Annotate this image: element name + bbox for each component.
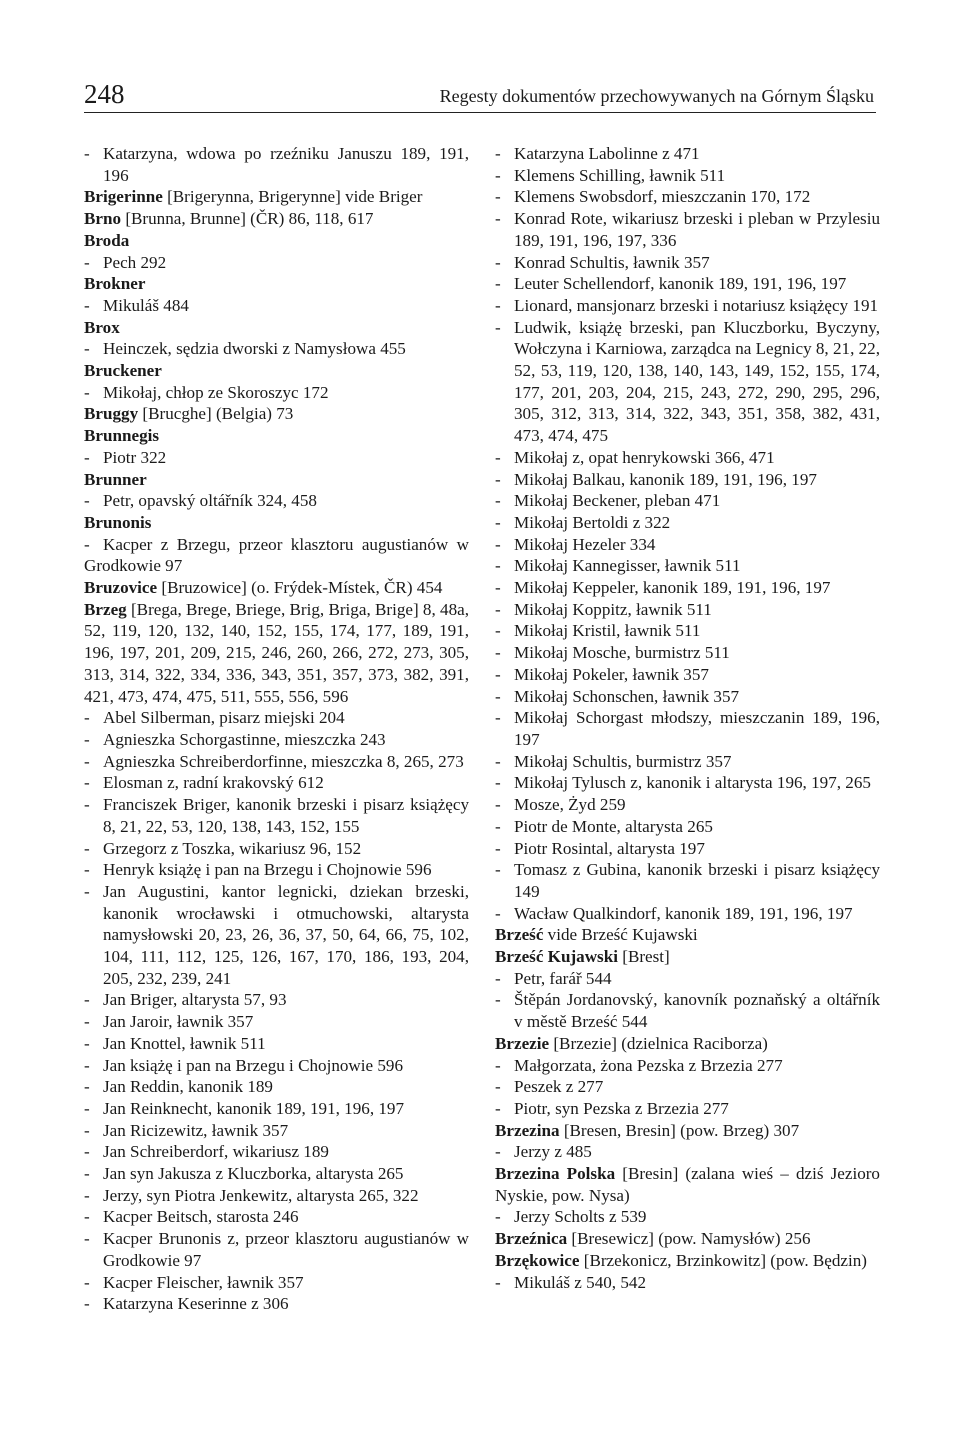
index-entry	[84, 469, 469, 491]
page-header	[84, 76, 876, 112]
subentry-text: Mikołaj Balkau, kanonik 189, 191, 196, 197	[514, 469, 817, 489]
subentry-dash: -	[495, 469, 501, 489]
subentry-text: Ludwik, książę brzeski, pan Kluczborku, Byczyny, Wołczyna i Karniowa, zarządca na Legnicy 8, 21, 22, 52, 53, 119, 120, 138, 140, 143, 149, 152, 155, 174, 177, 201, 203, 204, 215, 243, 272, 290, 295, 296, 305, 312, 313, 314, 322, 343, 351, 358, 382, 431, 473, 474, 475	[514, 317, 880, 446]
subentry-text: Abel Silberman, pisarz miejski 204	[103, 708, 345, 728]
index-subentry	[84, 1033, 469, 1055]
subentry-dash: -	[84, 881, 90, 901]
entry-text: vide Brześć Kujawski	[543, 925, 698, 945]
subentry-text: Kacper Beitsch, starosta 246	[103, 1207, 299, 1227]
subentry-dash: -	[495, 447, 501, 467]
subentry-dash: -	[495, 795, 501, 815]
subentry-dash: -	[495, 968, 501, 988]
index-subentry	[84, 143, 469, 186]
index-column-left	[84, 143, 469, 1315]
index-subentry	[495, 989, 880, 1032]
index-subentry	[84, 1098, 469, 1120]
index-subentry	[84, 859, 469, 881]
subentry-text: Mikołaj Keppeler, kanonik 189, 191, 196, 197	[514, 578, 831, 598]
subentry-dash: -	[495, 1272, 501, 1292]
subentry-text: Jan Briger, altarysta 57, 93	[103, 990, 287, 1010]
subentry-dash: -	[84, 990, 90, 1010]
index-subentry	[495, 186, 880, 208]
subentry-dash: -	[495, 534, 501, 554]
index-subentry	[84, 751, 469, 773]
subentry-dash: -	[84, 144, 90, 163]
subentry-dash: -	[84, 1077, 90, 1097]
index-subentry	[495, 838, 880, 860]
subentry-text: Mikołaj, chłop ze Skoroszyc 172	[103, 382, 329, 402]
subentry-dash: -	[84, 534, 90, 554]
subentry-dash: -	[84, 1185, 90, 1205]
index-subentry	[495, 859, 880, 902]
subentry-dash: -	[84, 339, 90, 359]
index-entry	[84, 208, 469, 230]
subentry-text: Jerzy z 485	[514, 1142, 592, 1162]
subentry-dash: -	[84, 751, 90, 771]
subentry-text: Agnieszka Schorgastinne, mieszczka 243	[103, 729, 386, 749]
index-subentry	[495, 751, 880, 773]
subentry-text: Jan Reddin, kanonik 189	[103, 1077, 273, 1097]
entry-headword: Brześć Kujawski	[495, 947, 618, 967]
subentry-dash: -	[495, 187, 501, 207]
subentry-text: Heinczek, sędzia dworski z Namysłowa 455	[103, 339, 406, 359]
index-subentry	[495, 1076, 880, 1098]
subentry-dash: -	[495, 599, 501, 619]
subentry-dash: -	[84, 1055, 90, 1075]
subentry-text: Konrad Rote, wikariusz brzeski i pleban w Przylesiu 189, 191, 196, 197, 336	[514, 209, 880, 250]
subentry-text: Jerzy Scholts z 539	[514, 1207, 647, 1227]
index-subentry	[84, 1185, 469, 1207]
entry-headword: Brześć	[495, 925, 544, 945]
entry-headword: Brzeźnica	[495, 1229, 568, 1249]
index-column-right	[495, 143, 880, 1293]
header-rule	[84, 112, 876, 113]
index-subentry	[495, 512, 880, 534]
subentry-text: Jan Ricizewitz, ławnik 357	[103, 1120, 289, 1140]
subentry-text: Mikuláš z 540, 542	[514, 1272, 646, 1292]
index-entry	[84, 273, 469, 295]
entry-text: [Bruzowice] (o. Frýdek-Místek, ČR) 454	[157, 578, 443, 598]
subentry-text: Jan Reinknecht, kanonik 189, 191, 196, 197	[103, 1098, 405, 1118]
subentry-dash: -	[495, 1055, 501, 1075]
index-subentry	[495, 1098, 880, 1120]
subentry-dash: -	[495, 295, 501, 315]
subentry-text: Petr, farář 544	[514, 968, 612, 988]
subentry-dash: -	[495, 165, 501, 185]
subentry-dash: -	[84, 860, 90, 880]
subentry-dash: -	[495, 274, 501, 294]
index-subentry	[495, 295, 880, 317]
subentry-dash: -	[495, 708, 501, 728]
index-subentry	[495, 143, 880, 165]
subentry-dash: -	[495, 838, 501, 858]
index-subentry	[84, 382, 469, 404]
page-number: 248	[84, 79, 125, 109]
index-subentry	[84, 772, 469, 794]
entry-headword: Brunonis	[84, 512, 152, 532]
index-entry	[84, 360, 469, 382]
subentry-dash: -	[495, 903, 501, 923]
index-subentry	[495, 447, 880, 469]
subentry-dash: -	[495, 1142, 501, 1162]
subentry-text: Tomasz z Gubina, kanonik brzeski i pisarz książęcy 149	[514, 860, 880, 901]
entry-headword: Brzezina	[495, 1120, 560, 1140]
index-entry	[84, 577, 469, 599]
subentry-text: Małgorzata, żona Pezska z Brzezia 277	[514, 1055, 783, 1075]
subentry-dash: -	[495, 1098, 501, 1118]
subentry-dash: -	[495, 209, 501, 229]
subentry-text: Elosman z, radní krakovský 612	[103, 773, 324, 793]
subentry-text: Lionard, mansjonarz brzeski i notariusz książęcy 191	[514, 295, 879, 315]
subentry-text: Jan Jaroir, ławnik 357	[103, 1012, 254, 1032]
subentry-dash: -	[84, 491, 90, 511]
subentry-text: Mikołaj Schultis, burmistrz 357	[514, 751, 732, 771]
subentry-dash: -	[84, 729, 90, 749]
subentry-dash: -	[84, 1272, 90, 1292]
subentry-dash: -	[495, 512, 501, 532]
index-subentry	[84, 338, 469, 360]
subentry-text: Agnieszka Schreiberdorfinne, mieszczka 8, 265, 273	[103, 751, 464, 771]
entry-text: [Bresin] (zalana wieś – dziś Jezioro Nyskie, pow. Nysa)	[495, 1164, 880, 1205]
index-entry	[84, 230, 469, 252]
entry-headword: Brzeg	[84, 599, 127, 619]
index-entry	[84, 186, 469, 208]
subentry-text: Mikołaj Schorgast młodszy, mieszczanin 189, 196, 197	[514, 708, 880, 749]
subentry-text: Mikołaj Pokeler, ławnik 357	[514, 664, 709, 684]
subentry-text: Mosze, Żyd 259	[514, 795, 626, 815]
subentry-dash: -	[495, 686, 501, 706]
index-subentry	[84, 1120, 469, 1142]
subentry-text: Mikołaj Kristil, ławnik 511	[514, 621, 701, 641]
subentry-text: Leuter Schellendorf, kanonik 189, 191, 196, 197	[514, 274, 847, 294]
subentry-text: Mikołaj Koppitz, ławnik 511	[514, 599, 712, 619]
subentry-text: Mikołaj Hezeler 334	[514, 534, 656, 554]
index-subentry	[84, 1011, 469, 1033]
subentry-text: Mikołaj Kannegisser, ławnik 511	[514, 556, 741, 576]
entry-headword: Brunner	[84, 469, 147, 489]
subentry-text: Jan Augustini, kantor legnicki, dziekan brzeski, kanonik wrocławski i otmuchowski, altarysta namysłowski 20, 23, 26, 36, 37, 50, 64, 66, 75, 102, 104, 111, 112, 125, 126, 167, 170, 186, 193, 204, 205, 232, 239, 241	[103, 881, 469, 988]
index-subentry	[495, 1055, 880, 1077]
subentry-text: Klemens Swobsdorf, mieszczanin 170, 172	[514, 187, 811, 207]
entry-headword: Bruzovice	[84, 578, 158, 598]
index-subentry	[495, 165, 880, 187]
subentry-text: Mikołaj Bertoldi z 322	[514, 512, 671, 532]
index-subentry	[84, 447, 469, 469]
subentry-text: Mikołaj Tylusch z, kanonik i altarysta 196, 197, 265	[514, 773, 871, 793]
index-subentry	[84, 881, 469, 990]
index-subentry	[84, 1206, 469, 1228]
index-subentry	[84, 295, 469, 317]
index-subentry	[84, 252, 469, 274]
subentry-dash: -	[495, 643, 501, 663]
entry-text: [Brunna, Brunne] (ČR) 86, 118, 617	[121, 209, 374, 229]
subentry-dash: -	[84, 1033, 90, 1053]
subentry-text: Piotr, syn Pezska z Brzezia 277	[514, 1098, 729, 1118]
entry-text: [Brest]	[617, 947, 670, 967]
index-subentry	[495, 816, 880, 838]
subentry-text: Mikuláš 484	[103, 295, 189, 315]
index-subentry	[495, 1272, 880, 1294]
index-subentry	[84, 707, 469, 729]
subentry-text: Peszek z 277	[514, 1077, 604, 1097]
index-subentry	[495, 555, 880, 577]
index-subentry	[84, 534, 469, 577]
entry-text: [Brucghe] (Belgia) 73	[138, 404, 294, 424]
entry-text: [Bresewicz] (pow. Namysłów) 256	[567, 1229, 811, 1249]
index-subentry	[495, 1141, 880, 1163]
index-subentry	[84, 729, 469, 751]
subentry-text: Pech 292	[103, 252, 167, 272]
index-entry	[495, 1033, 880, 1055]
index-entry	[495, 924, 880, 946]
running-title: Regesty dokumentów przechowywanych na Górnym Śląsku	[439, 86, 874, 106]
index-entry	[495, 1228, 880, 1250]
index-subentry	[84, 1272, 469, 1294]
index-subentry	[84, 794, 469, 837]
index-subentry	[495, 620, 880, 642]
index-entry	[495, 1120, 880, 1142]
subentry-text: Katarzyna Labolinne z 471	[514, 144, 700, 163]
index-subentry	[84, 490, 469, 512]
index-subentry	[495, 577, 880, 599]
subentry-text: Štěpán Jordanovský, kanovník poznaňský a oltářník v městě Brześć 544	[514, 990, 880, 1032]
index-subentry	[495, 707, 880, 750]
subentry-text: Petr, opavský oltářník 324, 458	[103, 491, 317, 511]
index-subentry	[495, 273, 880, 295]
entry-text: [Brzekonicz, Brzinkowitz] (pow. Będzin)	[579, 1250, 867, 1270]
subentry-text: Katarzyna Keserinne z 306	[103, 1294, 289, 1314]
subentry-dash: -	[84, 295, 90, 315]
subentry-dash: -	[84, 1120, 90, 1140]
subentry-dash: -	[84, 1142, 90, 1162]
subentry-dash: -	[495, 1207, 501, 1227]
subentry-text: Grzegorz z Toszka, wikariusz 96, 152	[103, 838, 362, 858]
index-subentry	[495, 534, 880, 556]
subentry-dash: -	[84, 382, 90, 402]
index-subentry	[495, 686, 880, 708]
subentry-dash: -	[495, 751, 501, 771]
subentry-text: Franciszek Briger, kanonik brzeski i pisarz książęcy 8, 21, 22, 53, 120, 138, 143, 152, 155	[103, 795, 469, 836]
index-subentry	[495, 599, 880, 621]
subentry-dash: -	[84, 773, 90, 793]
index-subentry	[495, 1206, 880, 1228]
subentry-dash: -	[84, 708, 90, 728]
index-entry	[84, 403, 469, 425]
index-subentry	[495, 490, 880, 512]
index-subentry	[84, 1293, 469, 1315]
subentry-dash: -	[495, 144, 501, 163]
index-subentry	[84, 1076, 469, 1098]
index-entry	[84, 317, 469, 339]
subentry-dash: -	[84, 1207, 90, 1227]
index-subentry	[495, 317, 880, 447]
entry-headword: Brigerinne	[84, 187, 163, 207]
index-subentry	[84, 1055, 469, 1077]
index-subentry	[495, 469, 880, 491]
subentry-text: Wacław Qualkindorf, kanonik 189, 191, 196, 197	[514, 903, 853, 923]
subentry-text: Piotr 322	[103, 447, 167, 467]
subentry-text: Jerzy, syn Piotra Jenkewitz, altarysta 265, 322	[103, 1185, 419, 1205]
index-entry	[84, 599, 469, 708]
subentry-dash: -	[84, 1294, 90, 1314]
subentry-dash: -	[84, 795, 90, 815]
subentry-dash: -	[84, 838, 90, 858]
entry-headword: Brox	[84, 317, 120, 337]
subentry-dash: -	[495, 491, 501, 511]
index-subentry	[495, 642, 880, 664]
index-subentry	[84, 1163, 469, 1185]
subentry-text: Kacper z Brzegu, przeor klasztoru augustianów w Grodkowie 97	[84, 534, 469, 576]
subentry-dash: -	[495, 556, 501, 576]
index-subentry	[84, 989, 469, 1011]
index-subentry	[495, 772, 880, 794]
index-entry	[84, 512, 469, 534]
entry-headword: Brno	[84, 209, 122, 229]
index-subentry	[495, 903, 880, 925]
subentry-dash: -	[84, 252, 90, 272]
subentry-text: Jan Schreiberdorf, wikariusz 189	[103, 1142, 329, 1162]
subentry-text: Piotr Rosintal, altarysta 197	[514, 838, 705, 858]
subentry-text: Mikołaj z, opat henrykowski 366, 471	[514, 447, 775, 467]
subentry-dash: -	[84, 1098, 90, 1118]
index-entry	[495, 1250, 880, 1272]
entry-text: [Brega, Brege, Briege, Brig, Briga, Brige] 8, 48a, 52, 119, 120, 132, 140, 152, 155, 174, 177, 189, 191, 196, 197, 201, 209, 215, 246, 260, 266, 272, 273, 305, 313, 314, 322, 334, 336, 343, 351, 357, 373, 382, 391, 421, 473, 474, 475, 511, 555, 556, 596	[84, 599, 469, 706]
entry-text: [Brigerynna, Brigerynne] vide Briger	[162, 187, 423, 207]
subentry-dash: -	[495, 578, 501, 598]
entry-headword: Brzezina Polska	[495, 1164, 616, 1184]
subentry-dash: -	[84, 447, 90, 467]
subentry-dash: -	[495, 990, 501, 1010]
index-subentry	[495, 968, 880, 990]
index-entry	[495, 1163, 880, 1206]
entry-headword: Bruggy	[84, 404, 139, 424]
subentry-text: Jan Knottel, ławnik 511	[103, 1033, 266, 1053]
subentry-dash: -	[495, 773, 501, 793]
subentry-text: Jan syn Jakusza z Kluczborka, altarysta 265	[103, 1164, 404, 1184]
subentry-text: Piotr de Monte, altarysta 265	[514, 816, 713, 836]
subentry-text: Klemens Schilling, ławnik 511	[514, 165, 726, 185]
subentry-text: Mikołaj Schonschen, ławnik 357	[514, 686, 740, 706]
subentry-text: Kacper Brunonis z, przeor klasztoru augustianów w Grodkowie 97	[103, 1229, 469, 1270]
subentry-dash: -	[495, 252, 501, 272]
index-subentry	[84, 1228, 469, 1271]
subentry-dash: -	[495, 664, 501, 684]
subentry-dash: -	[84, 1229, 90, 1249]
subentry-text: Konrad Schultis, ławnik 357	[514, 252, 710, 272]
index-entry	[495, 946, 880, 968]
subentry-text: Jan książę i pan na Brzegu i Chojnowie 596	[103, 1055, 404, 1075]
subentry-text: Mikołaj Beckener, pleban 471	[514, 491, 721, 511]
entry-headword: Bruckener	[84, 361, 162, 381]
entry-headword: Brokner	[84, 274, 146, 294]
index-subentry	[495, 252, 880, 274]
entry-text: [Brzezie] (dzielnica Raciborza)	[549, 1033, 768, 1053]
entry-headword: Broda	[84, 230, 130, 250]
index-entry	[84, 425, 469, 447]
index-subentry	[495, 664, 880, 686]
subentry-text: Mikołaj Mosche, burmistrz 511	[514, 643, 730, 663]
subentry-dash: -	[84, 1012, 90, 1032]
subentry-dash: -	[495, 1077, 501, 1097]
entry-text: [Bresen, Bresin] (pow. Brzeg) 307	[559, 1120, 800, 1140]
index-subentry	[495, 794, 880, 816]
index-subentry	[84, 838, 469, 860]
entry-headword: Brzezie	[495, 1033, 550, 1053]
subentry-text: Kacper Fleischer, ławnik 357	[103, 1272, 304, 1292]
index-subentry	[84, 1141, 469, 1163]
entry-headword: Brunnegis	[84, 426, 160, 446]
subentry-text: Katarzyna, wdowa po rzeźniku Januszu 189, 191, 196	[103, 144, 469, 185]
subentry-text: Henryk książę i pan na Brzegu i Chojnowie 596	[103, 860, 432, 880]
subentry-dash: -	[495, 860, 501, 880]
entry-headword: Brzękowice	[495, 1250, 580, 1270]
subentry-dash: -	[495, 816, 501, 836]
index-subentry	[495, 208, 880, 251]
subentry-dash: -	[495, 621, 501, 641]
subentry-dash: -	[84, 1164, 90, 1184]
subentry-dash: -	[495, 317, 501, 337]
